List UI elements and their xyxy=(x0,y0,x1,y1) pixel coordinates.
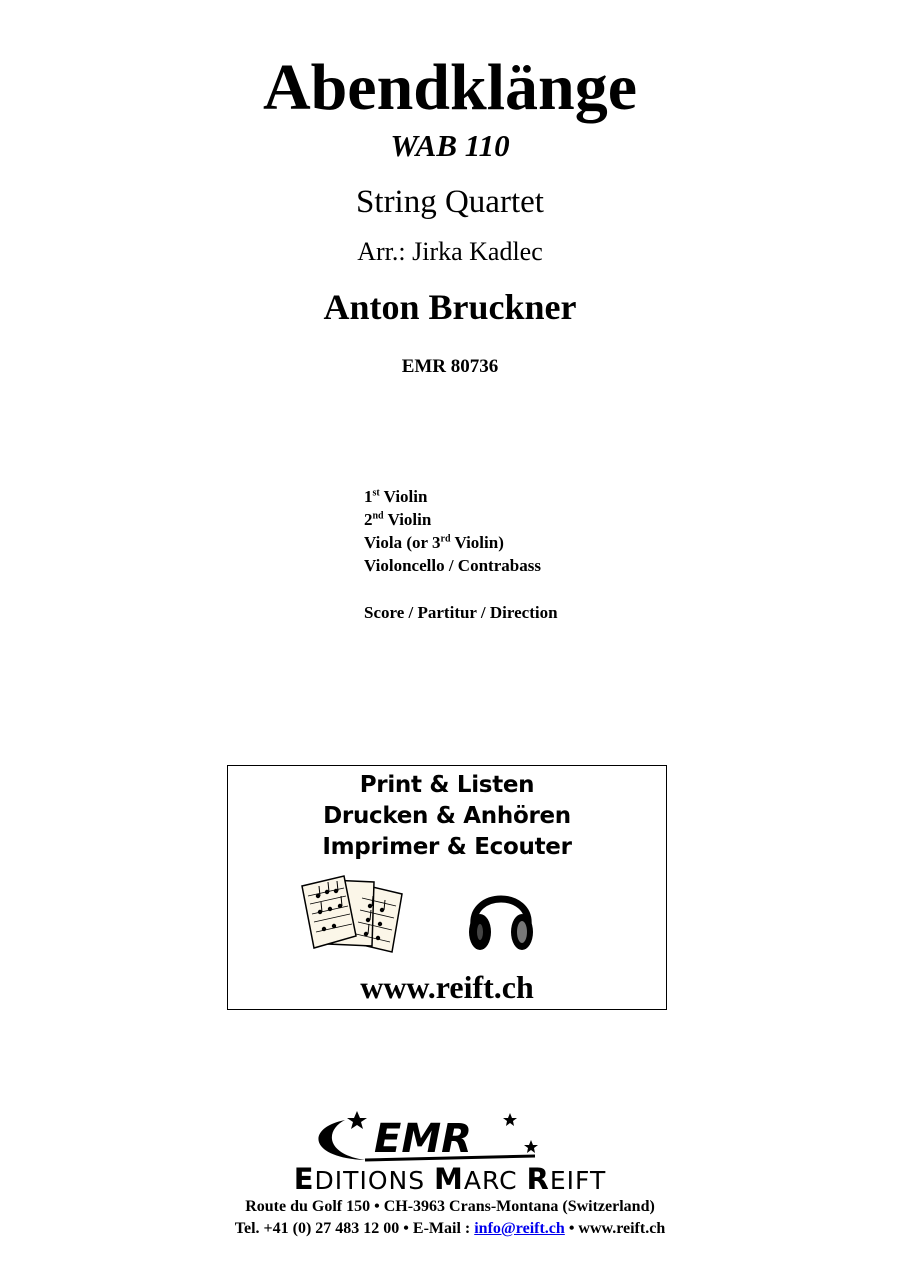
publisher-name: EDITIONS MARC REIFT xyxy=(293,1162,607,1196)
ensemble: String Quartet xyxy=(356,184,544,220)
svg-text:EMR: EMR xyxy=(374,1116,472,1162)
headphones-icon xyxy=(466,876,536,956)
publisher-address: Route du Golf 150 • CH-3963 Crans-Montana (Switzerland) xyxy=(245,1198,655,1215)
part-item: 1st Violin xyxy=(364,487,428,506)
promo-english: Print & Listen xyxy=(359,772,535,798)
part-item: 2nd Violin xyxy=(364,510,432,529)
title: Abendklänge xyxy=(262,51,638,124)
emr-logo xyxy=(305,1108,545,1164)
composer: Anton Bruckner xyxy=(323,287,577,327)
score-label: Score / Partitur / Direction xyxy=(364,603,558,622)
arranger: Arr.: Jirka Kadlec xyxy=(357,237,543,266)
email-link[interactable]: info@reift.ch xyxy=(474,1220,565,1237)
catalog-number: WAB 110 xyxy=(390,128,510,163)
part-item: Violoncello / Contrabass xyxy=(364,556,541,575)
print-listen-box xyxy=(227,765,667,1010)
publisher-contact: Tel. +41 (0) 27 483 12 00 • E-Mail : info@reift.ch • www.reift.ch xyxy=(234,1220,666,1237)
edition-number: EMR 80736 xyxy=(401,356,499,377)
part-item: Viola (or 3rd Violin) xyxy=(364,533,504,552)
sheet-music-icon xyxy=(300,874,412,954)
parts-list xyxy=(364,485,558,624)
website-link[interactable]: www.reift.ch xyxy=(360,969,534,1005)
promo-german: Drucken & Anhören xyxy=(323,803,571,829)
promo-french: Imprimer & Ecouter xyxy=(322,834,572,860)
